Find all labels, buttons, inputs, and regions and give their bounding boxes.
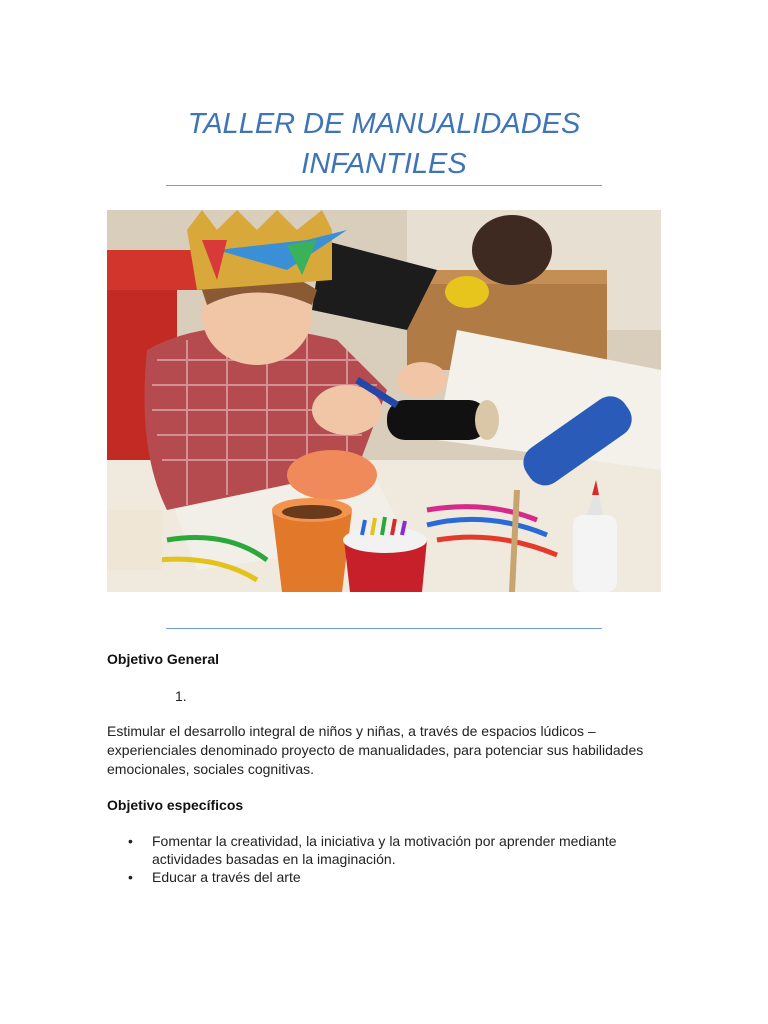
heading-objetivo-general: Objetivo General — [107, 651, 220, 667]
bullet-icon: • — [128, 869, 133, 885]
bullet-icon: • — [128, 833, 133, 849]
list-item — [107, 868, 667, 886]
general-objective-paragraph: Estimular el desarrollo integral de niños y niñas, a través de espacios lúdicos – experienciales denominado proyecto de manualidades, para potenciar sus habilidades emocionales, sociales cognitivas. — [107, 723, 644, 777]
title-underline-rule — [166, 185, 602, 186]
list-item-text: Educar a través del arte — [152, 869, 301, 885]
heading-objetivo-especificos: Objetivo específicos — [107, 797, 244, 813]
image-underline-rule — [166, 628, 602, 629]
page-title: TALLER DE MANUALIDADES INFANTILES — [187, 108, 581, 180]
craft-photo-image — [107, 210, 661, 592]
list-item — [107, 832, 667, 868]
list-number: 1. — [175, 688, 187, 704]
specific-objectives-list — [107, 832, 667, 886]
list-item-text: Fomentar la creatividad, la iniciativa y la motivación por aprender mediante actividades basadas en la imaginación. — [152, 833, 617, 867]
